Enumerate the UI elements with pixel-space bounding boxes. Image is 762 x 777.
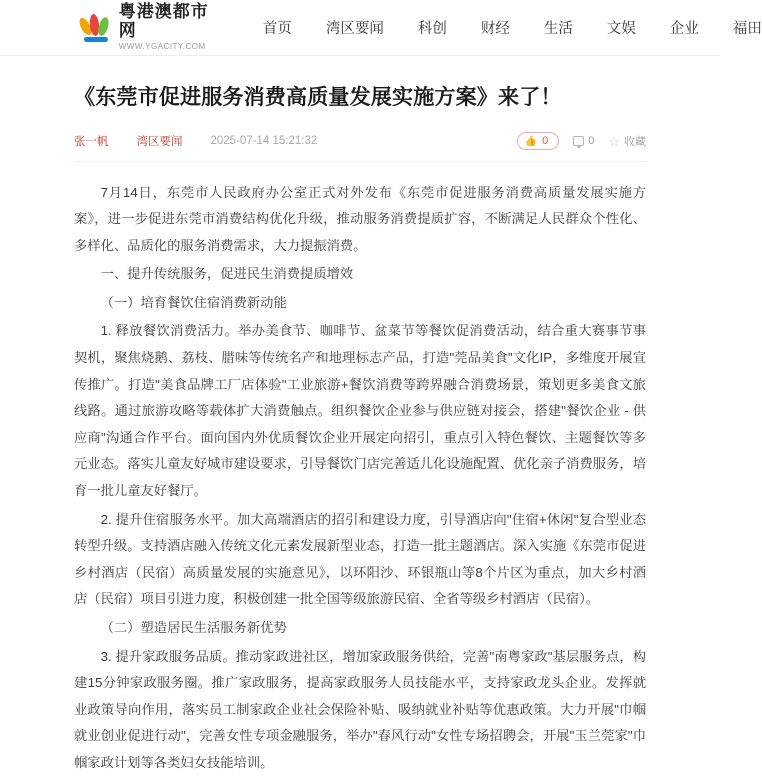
nav-item-tech[interactable]: 科创 — [417, 21, 447, 37]
paragraph: 7月14日，东莞市人民政府办公室正式对外发布《东莞市促进服务消费高质量发展实施方案》，进一步促进东莞市消费结构优化升级，推动服务消费提质扩容，不断满足人民群众个性化、多样化、品质化的服务消费需求，大力提振消费。 — [74, 184, 646, 253]
nav-item-enterprise[interactable]: 企业 — [669, 21, 699, 37]
paragraph: 3. 提升家政服务品质。推动家政进社区，增加家政服务供给，完善"南粤家政"基层服务点，构建15分钟家政服务圈。推广家政服务，提高家政服务人员技能水平，支持家政龙头企业。发挥就业政策导向作用，落实员工制家政企业社会保险补贴、吸纳就业补贴等优惠政策。大力开展"巾帼就业创业促进行动"，完善女性专项金融服务，举办"春风行动"女性专场招聘会，开展"玉兰莞家"巾帼家政计划等各类妇女技能培训。 — [74, 648, 646, 770]
paragraph-heading: 一、提升传统服务，促进民生消费提质增效 — [100, 266, 354, 282]
article — [0, 56, 720, 777]
favorite-label: 收藏 — [624, 136, 646, 148]
star-icon: ☆ — [608, 133, 620, 149]
comment-button[interactable] — [573, 135, 594, 147]
paragraph-subheading: （二）塑造居民生活服务新优势 — [100, 620, 287, 635]
paragraph: 1. 释放餐饮消费活力。举办美食节、咖啡节、盆菜节等餐饮促消费活动，结合重大赛事节事契机，聚焦烧鹅、荔枝、腊味等传统名产和地理标志产品，打造"莞品美食"文化IP，多维度开展宣传推广。打造"美食品牌工厂店体验"工业旅游+餐饮消费等跨界融合消费场景，策划更多美食文旅线路。通过旅游攻略等载体扩大消费触点。组织餐饮企业参与供应链对接会，搭建"餐饮企业 - 供应商"沟通合作平台。面向国内外优质餐饮企业开展定向招引，重点引入特色餐饮、主题餐饮等多元业态。落实儿童友好城市建设要求，引导餐饮门店完善适儿化设施配置、优化亲子消费服务，培育一批儿童友好餐厅。 — [74, 323, 646, 499]
nav-item-futian[interactable]: 福田 — [732, 21, 762, 37]
brand-title: 粤港澳都市网 — [118, 1, 209, 40]
article-author[interactable]: 张一帆 — [74, 136, 109, 148]
favorite-button[interactable] — [608, 133, 646, 149]
paragraph-subheading: （一）培育餐饮住宿消费新动能 — [100, 294, 287, 310]
nav-item-life[interactable]: 生活 — [543, 21, 573, 37]
thumbs-up-icon: 👍 — [524, 135, 538, 147]
article-meta — [74, 133, 646, 162]
site-header — [0, 0, 762, 56]
nav-item-home[interactable]: 首页 — [262, 21, 292, 37]
comment-icon — [573, 136, 584, 146]
main-nav — [263, 17, 762, 38]
brand-subtitle: WWW.YGACITY.COM — [118, 42, 206, 52]
article-body — [74, 180, 646, 777]
article-category[interactable]: 湾区要闻 — [136, 136, 183, 148]
site-brand[interactable] — [80, 3, 211, 52]
page-title: 《东莞市促进服务消费高质量发展实施方案》来了！ — [74, 86, 562, 109]
article-actions — [517, 132, 646, 150]
like-count: 0 — [542, 135, 549, 147]
like-button[interactable] — [517, 132, 560, 150]
nav-item-finance[interactable]: 财经 — [480, 21, 510, 37]
nav-item-bayarea[interactable]: 湾区要闻 — [325, 21, 384, 37]
comment-count: 0 — [588, 135, 595, 147]
article-timestamp: 2025-07-14 15:21:32 — [210, 135, 318, 147]
colored-leaves-logo-icon — [80, 10, 111, 44]
nav-item-entertainment[interactable]: 文娱 — [606, 21, 636, 37]
paragraph: 2. 提升住宿服务水平。加大高端酒店的招引和建设力度，引导酒店向"住宿+休闲"复合型业态转型升级。支持酒店融入传统文化元素发展新型业态，打造一批主题酒店。深入实施《东莞市促进乡村酒店（民宿）高质量发展的实施意见》，以环阳沙、环银瓶山等8个片区为重点，加大乡村酒店（民宿）项目引进力度，积极创建一批全国等级旅游民宿、全省等级乡村酒店（民宿）。 — [74, 511, 646, 607]
